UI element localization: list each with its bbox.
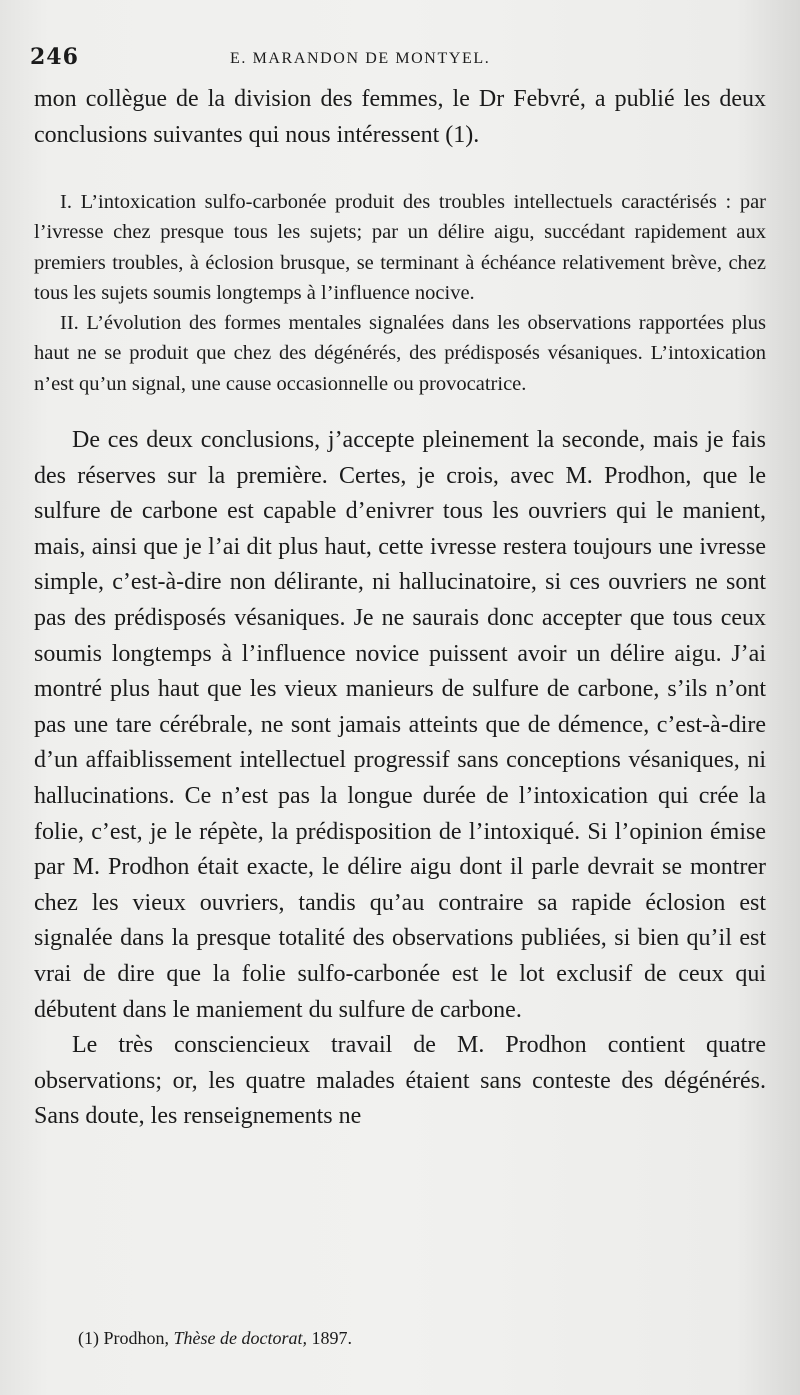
footnote-year: 1897. xyxy=(311,1328,352,1348)
main-text xyxy=(34,423,766,1135)
page-header xyxy=(30,44,770,74)
page-number: 246 xyxy=(30,44,79,70)
footnote-author: Prodhon, xyxy=(103,1328,170,1348)
paragraph: Le très consciencieux travail de M. Prodhon contient quatre observations; or, les quatre malades étaient sans conteste des dégénérés. Sans doute, les renseignements ne xyxy=(34,1032,766,1130)
body-text xyxy=(34,82,766,1135)
footnote xyxy=(78,1328,352,1349)
footnote-marker: (1) xyxy=(78,1328,99,1348)
conclusion-one: I. L’intoxication sulfo-carbonée produit des troubles intellectuels caractérisés : par l’ivresse chez presque tous les sujets; par un délire aigu, succédant rapidement aux premiers troubles, à éclosion brusque, se terminant à échéance relativement brève, chez tous les sujets soumis longtemps à l’influence nocive. xyxy=(34,191,766,304)
footnote-title: Thèse de doctorat, xyxy=(173,1328,307,1348)
running-head: E. MARANDON DE MONTYEL. xyxy=(230,50,491,67)
quoted-conclusions xyxy=(34,187,766,399)
opening-paragraph: mon collègue de la division des femmes, le Dr Febvré, a publié les deux conclusions suivantes qui nous intéressent (1). xyxy=(34,86,766,148)
paragraph: De ces deux conclusions, j’accepte pleinement la seconde, mais je fais des réserves sur la première. Certes, je crois, avec M. Prodhon, que le sulfure de carbone est capable d’enivrer tous les ouvriers qui le manient, mais, ainsi que je l’ai dit plus haut, cette ivresse restera toujours une ivresse simple, c’est-à-dire non délirante, ni hallucinatoire, si ces ouvriers ne sont pas des prédisposés vésaniques. Je ne saurais donc accepter que tous ceux soumis longtemps à l’influence novice puissent avoir un délire aigu. J’ai montré plus haut que les vieux manieurs de sulfure de carbone, s’ils n’ont pas une tare cérébrale, ne sont jamais atteints que de démence, c’est-à-dire d’un affaiblissement intellectuel progressif sans conceptions vésaniques, ni hallucinations. Ce n’est pas la longue durée de l’intoxication qui crée la folie, c’est, je le répète, la prédisposition de l’intoxiqué. Si l’opinion émise par M. Prodhon était exacte, le délire aigu dont il parle devrait se montrer chez les vieux ouvriers, tandis qu’au contraire sa rapide éclosion est signalée dans la presque totalité des observations publiées, si bien qu’il est vrai de dire que la folie sulfo-carbonée est le lot exclusif de ceux qui débutent dans le maniement du sulfure de carbone. xyxy=(34,427,766,1023)
conclusion-two: II. L’évolution des formes mentales signalées dans les observations rapportées plus haut ne se produit que chez des dégénérés, des prédisposés vésaniques. L’intoxication n’est qu’un signal, une cause occasionnelle ou provocatrice. xyxy=(34,312,766,395)
